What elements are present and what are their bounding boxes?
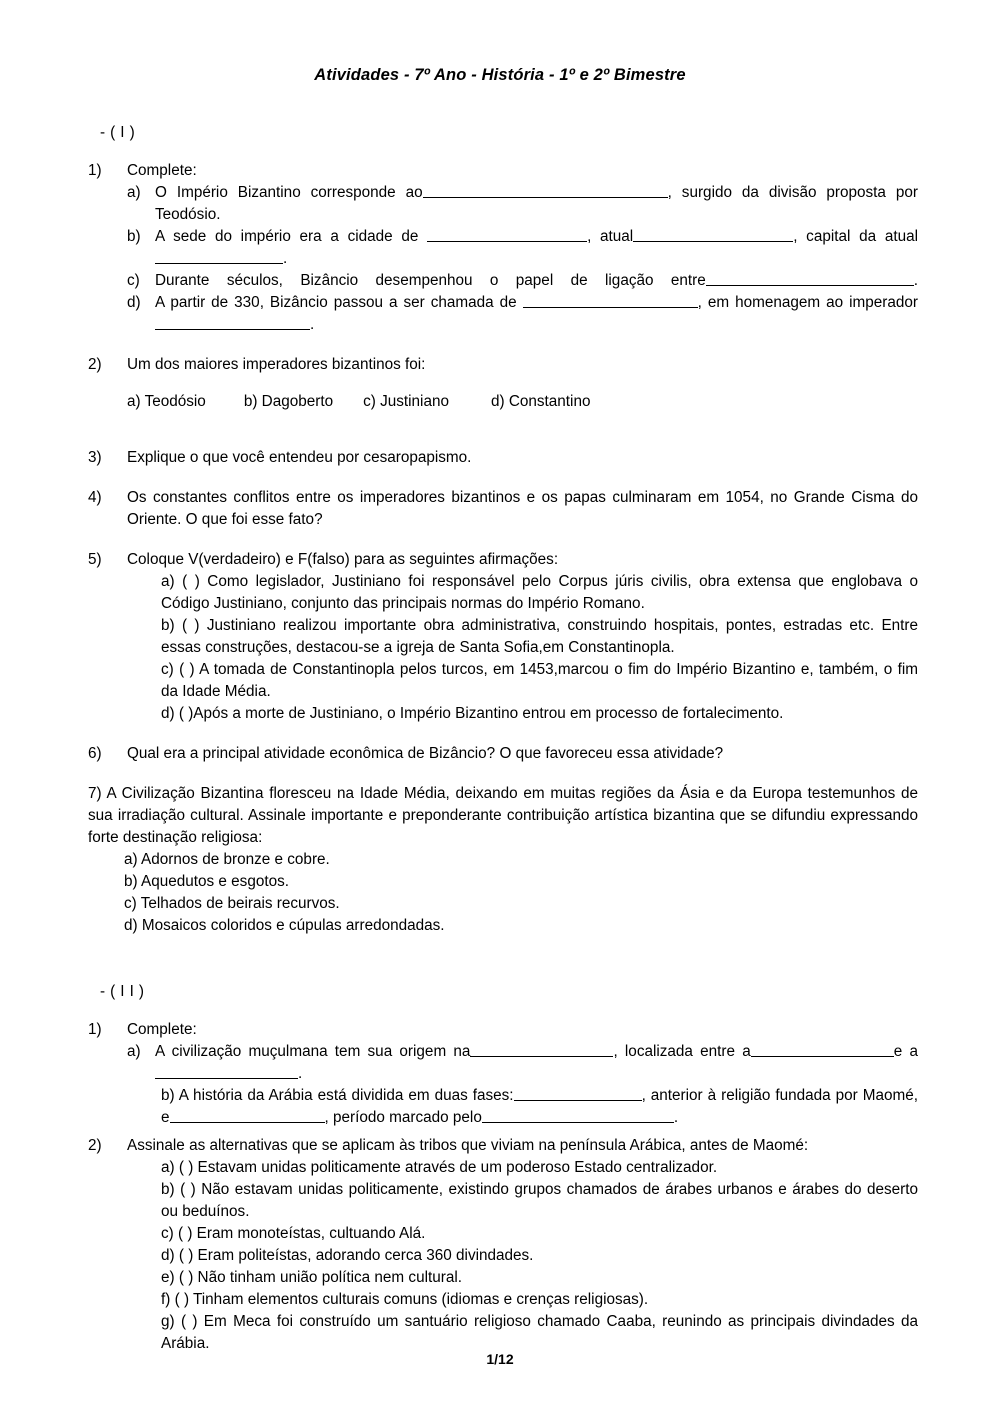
- fill-in-blank[interactable]: [514, 1085, 642, 1101]
- sub-item-text: [155, 1041, 918, 1085]
- option-b[interactable]: b) Aquedutos e esgotos.: [124, 872, 289, 890]
- question-stem: Complete:: [127, 1020, 197, 1038]
- section-spacer: [88, 937, 918, 981]
- question-stem: Explique o que você entendeu por cesaropapismo.: [127, 448, 472, 466]
- answer-options: [127, 391, 918, 413]
- sub-item-text: [155, 182, 918, 226]
- fill-in-blank[interactable]: [470, 1041, 613, 1057]
- sub-item-letter: a): [127, 184, 141, 201]
- fill-in-blank[interactable]: [706, 270, 914, 286]
- question-1-section-one: [88, 160, 918, 336]
- question-stem: Qual era a principal atividade econômica de Bizâncio? O que favoreceu essa atividade?: [127, 744, 724, 762]
- text-after-blank: .: [283, 250, 288, 267]
- sub-item-a: [127, 182, 918, 226]
- option-d[interactable]: d) Mosaicos coloridos e cúpulas arredondadas.: [124, 916, 445, 934]
- sub-item-c: [127, 270, 918, 292]
- question-stem: 7) A Civilização Bizantina floresceu na Idade Média, deixando em muitas regiões da Ásia e da Europa testemunhos de sua irradiação cultural. Assinale importante e preponderante contribuição artística bizantina que se difundiu expressando forte destinação religiosa:: [88, 784, 918, 846]
- sub-item-d: [127, 292, 918, 336]
- question-stem: Um dos maiores imperadores bizantinos foi:: [127, 356, 426, 373]
- sub-item-letter: b): [127, 228, 141, 245]
- fill-in-blank[interactable]: [523, 292, 698, 308]
- option-b[interactable]: b) Dagoberto: [243, 393, 334, 411]
- option-c[interactable]: c) Telhados de beirais recurvos.: [124, 894, 340, 912]
- question-number: 5): [88, 550, 102, 568]
- page-footer: 1/12: [486, 1351, 514, 1367]
- true-false-item-b[interactable]: b) ( ) Justiniano realizou importante obra administrativa, construindo hospitais, pontes, estradas etc. Entre essas construções, destacou-se a igreja de Santa Sofia,em Constantinopla.: [161, 616, 918, 656]
- alternative-item-a[interactable]: a) ( ) Estavam unidas politicamente através de um poderoso Estado centralizador.: [161, 1158, 718, 1176]
- question-number: 2): [88, 356, 102, 373]
- question-2-section-two: [88, 1135, 918, 1355]
- question-number: 3): [88, 448, 102, 466]
- text-before-blank: A civilização muçulmana tem sua origem na: [155, 1042, 471, 1060]
- text-after-blank: .: [298, 1064, 303, 1082]
- sub-item-letter: d): [127, 294, 141, 311]
- text-after-blank: , surgido da divisão proposta por Teodósio.: [155, 184, 918, 223]
- true-false-item-a[interactable]: a) ( ) Como legislador, Justiniano foi responsável pelo Corpus júris civilis, obra extensa que englobava o Código Justiniano, conjunto das principais normas do Império Romano.: [161, 572, 918, 612]
- question-stem: Assinale as alternativas que se aplicam às tribos que viviam na península Arábica, antes de Maomé:: [127, 1136, 809, 1154]
- page-title: Atividades - 7º Ano - História - 1º e 2º Bimestre: [314, 66, 686, 84]
- question-6-section-one: [88, 743, 918, 765]
- question-number: 1): [88, 162, 102, 179]
- sub-item-b: [127, 1085, 918, 1129]
- option-a[interactable]: a) Teodósio: [127, 393, 206, 411]
- alternative-item-e[interactable]: e) ( ) Não tinham união política nem cultural.: [161, 1268, 462, 1286]
- question-number: 4): [88, 488, 102, 506]
- text-mid-blank: , localizada entre a: [613, 1042, 751, 1060]
- alternative-item-f[interactable]: f) ( ) Tinham elementos culturais comuns (idiomas e crenças religiosas).: [161, 1290, 649, 1308]
- fill-in-blank[interactable]: [482, 1107, 674, 1123]
- text-mid2-blank: , capital da atual: [793, 228, 918, 245]
- text-mid2-blank: , período marcado pelo: [324, 1108, 482, 1126]
- fill-in-blank[interactable]: [427, 226, 587, 242]
- text-mid-blank: , atual: [587, 228, 634, 245]
- text-before-blank: Durante séculos, Bizâncio desempenhou o papel de ligação entre: [155, 272, 706, 289]
- question-4-section-one: [88, 487, 918, 531]
- sub-item-a: [127, 1041, 918, 1085]
- text-before-blank: A sede do império era a cidade de: [155, 228, 428, 245]
- question-7-section-one: [88, 783, 918, 937]
- question-stem: Coloque V(verdadeiro) e F(falso) para as seguintes afirmações:: [127, 550, 559, 568]
- sub-item-text: [155, 270, 918, 292]
- fill-in-blank[interactable]: [423, 182, 668, 198]
- document-body: [88, 122, 918, 1373]
- text-before-blank: O Império Bizantino corresponde ao: [155, 184, 423, 201]
- true-false-item-d[interactable]: d) ( )Após a morte de Justiniano, o Império Bizantino entrou em processo de fortalecimento.: [161, 704, 784, 722]
- option-d[interactable]: d) Constantino: [490, 393, 591, 411]
- text-mid-blank: , em homenagem ao imperador: [697, 294, 918, 311]
- question-3-section-one: [88, 447, 918, 469]
- question-number: 6): [88, 744, 102, 762]
- section-marker-two: - ( I I ): [100, 982, 145, 1000]
- fill-in-blank[interactable]: [170, 1107, 325, 1123]
- question-stem: Os constantes conflitos entre os imperadores bizantinos e os papas culminaram em 1054, no Grande Cisma do Oriente. O que foi esse fato?: [127, 488, 918, 528]
- fill-in-blank[interactable]: [633, 226, 793, 242]
- sub-item-letter: c): [127, 272, 140, 289]
- sub-item-letter: a): [127, 1042, 141, 1060]
- question-5-section-one: [88, 549, 918, 725]
- question-stem: Complete:: [127, 162, 197, 179]
- alternative-item-b[interactable]: b) ( ) Não estavam unidas politicamente, existindo grupos chamados de árabes urbanos e árabes do deserto ou beduínos.: [161, 1180, 918, 1220]
- alternative-item-g[interactable]: g) ( ) Em Meca foi construído um santuário religioso chamado Caaba, reunindo as principais divindades da Arábia.: [161, 1312, 918, 1352]
- sub-item-text: [155, 226, 918, 270]
- true-false-item-c[interactable]: c) ( ) A tomada de Constantinopla pelos turcos, em 1453,marcou o fim do Império Bizantino e, também, o fim da Idade Média.: [161, 660, 918, 700]
- text-after-blank: .: [913, 272, 918, 289]
- question-1-section-two: [88, 1019, 918, 1129]
- text-before-blank: A partir de 330, Bizâncio passou a ser chamada de: [155, 294, 523, 311]
- option-a[interactable]: a) Adornos de bronze e cobre.: [124, 850, 330, 868]
- text-mid2-blank: e a: [893, 1042, 919, 1060]
- fill-in-blank[interactable]: [155, 1063, 298, 1079]
- text-after-blank: .: [673, 1108, 679, 1126]
- alternative-item-c[interactable]: c) ( ) Eram monoteístas, cultuando Alá.: [161, 1224, 426, 1242]
- section-marker-one: - ( I ): [100, 124, 136, 141]
- fill-in-blank[interactable]: [155, 248, 283, 264]
- question-2-section-one: [88, 354, 918, 429]
- sub-item-text: [155, 292, 918, 336]
- fill-in-blank[interactable]: [751, 1041, 894, 1057]
- option-c[interactable]: c) Justiniano: [363, 393, 449, 411]
- fill-in-blank[interactable]: [155, 314, 310, 330]
- text-before-blank: b) A história da Arábia está dividida em duas fases:: [161, 1086, 514, 1104]
- text-mid-blank: , anterior à religião fundada por Maomé, e: [161, 1086, 918, 1126]
- text-after-blank: .: [310, 316, 315, 333]
- question-number: 1): [88, 1020, 102, 1038]
- question-number: 2): [88, 1136, 102, 1154]
- sub-item-b: [127, 226, 918, 270]
- alternative-item-d[interactable]: d) ( ) Eram politeístas, adorando cerca 360 divindades.: [161, 1246, 534, 1264]
